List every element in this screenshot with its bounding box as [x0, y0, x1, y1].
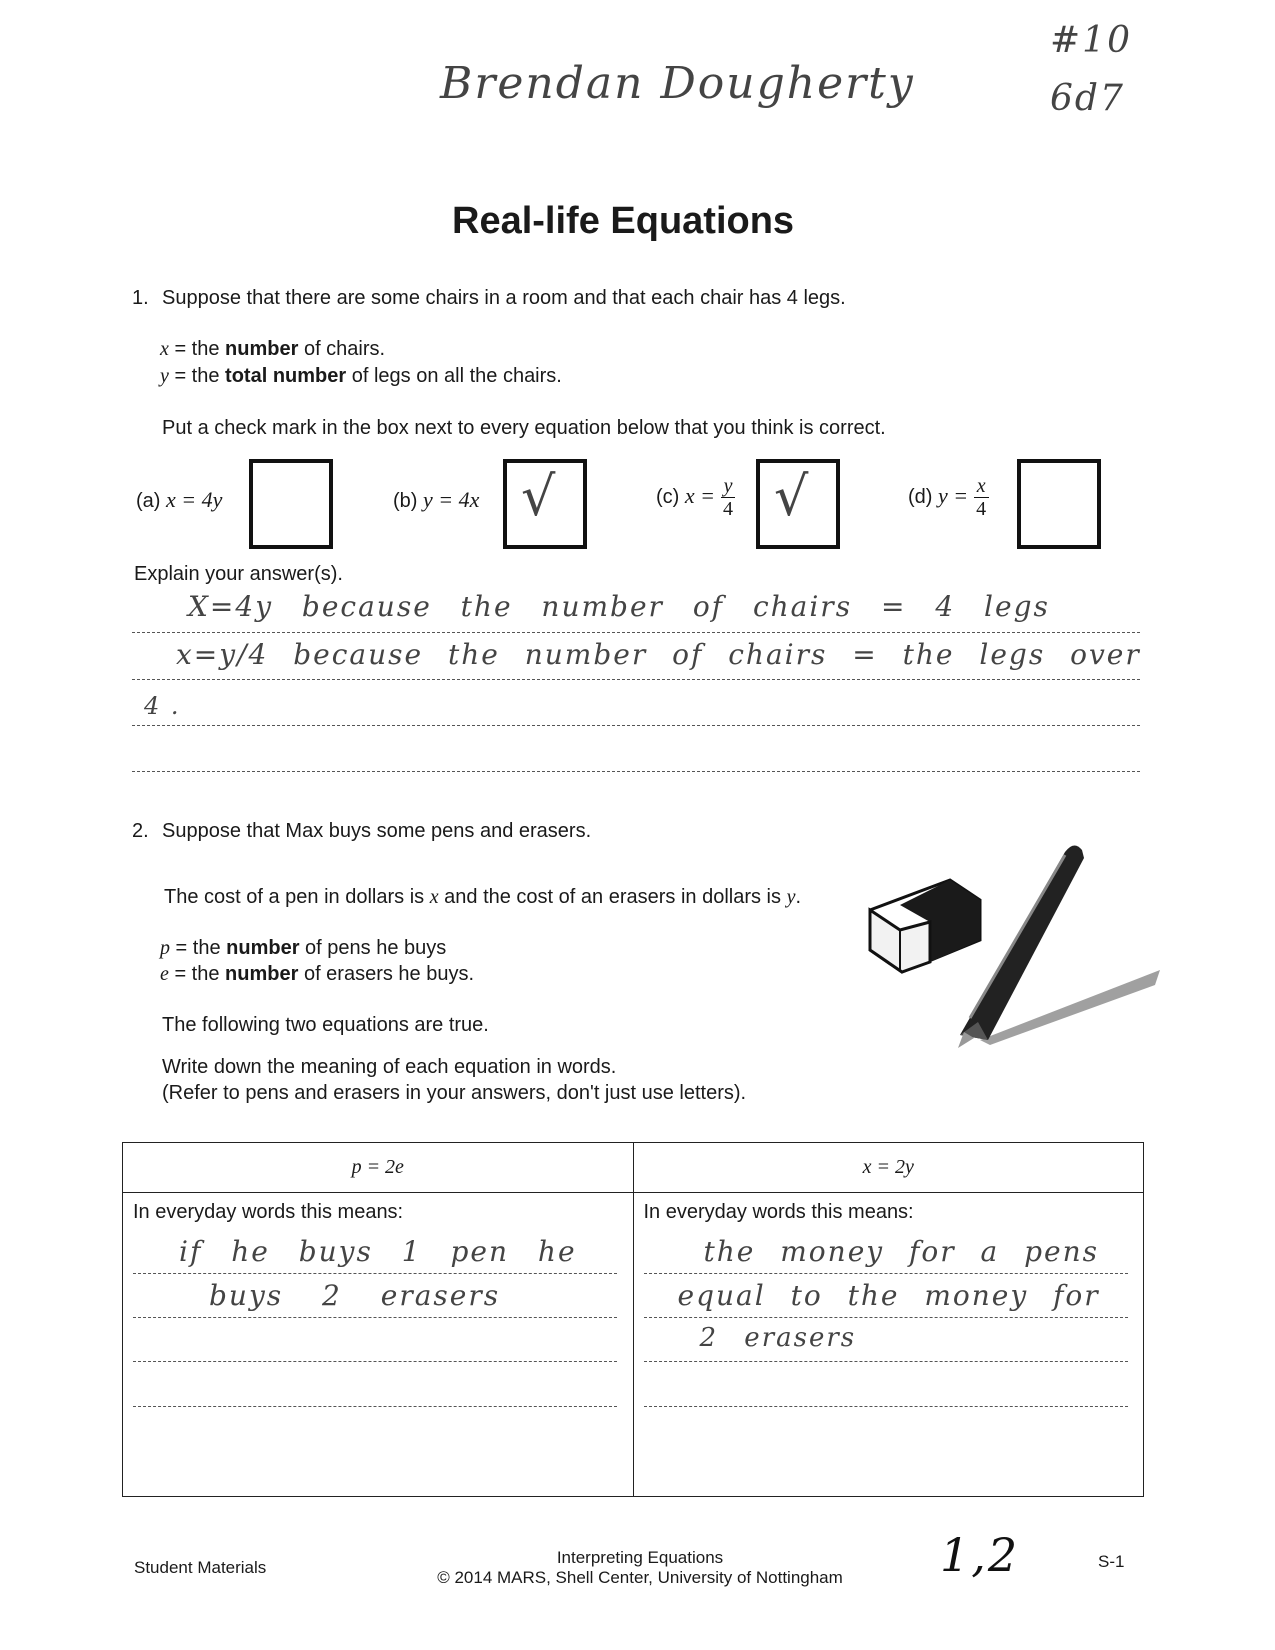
- option-equation: y = 4x: [423, 487, 480, 512]
- option-label: (c): [656, 485, 680, 508]
- def-text: of legs on all the chairs.: [346, 365, 562, 387]
- check-mark: √: [774, 465, 811, 528]
- student-number: #10: [1050, 20, 1132, 61]
- def-bold: number: [226, 937, 300, 959]
- q1-explain-label: Explain your answer(s).: [134, 563, 343, 585]
- fraction: [721, 475, 736, 520]
- q2-number: 2.: [132, 820, 149, 842]
- everyday-words-label: In everyday words this means:: [643, 1201, 914, 1223]
- check-mark: √: [521, 465, 558, 528]
- def-bold: number: [225, 963, 299, 985]
- def-text: = the: [170, 937, 227, 959]
- eraser-icon: [870, 880, 980, 972]
- table-header-right: [633, 1143, 1144, 1193]
- footer-copyright: © 2014 MARS, Shell Center, University of Nottingham: [437, 1568, 843, 1587]
- q2-prompt: Suppose that Max buys some pens and erasers.: [162, 820, 592, 842]
- answer-line[interactable]: [644, 1406, 1128, 1407]
- answer-line[interactable]: [133, 1317, 617, 1318]
- q2-left-answer-1: if he buys 1 pen he: [179, 1235, 577, 1268]
- option-equation: x =: [684, 482, 716, 508]
- q2-cost-line: [164, 886, 801, 909]
- q1-prompt: Suppose that there are some chairs in a room and that each chair has 4 legs.: [162, 287, 846, 309]
- student-name: Brendan Dougherty: [440, 58, 915, 109]
- score: 1,2: [940, 1528, 1020, 1582]
- option-label: (d): [908, 485, 933, 508]
- checkbox-d[interactable]: [1017, 459, 1101, 549]
- var-e: e: [160, 963, 169, 985]
- numerator: y: [721, 475, 736, 498]
- answer-line[interactable]: [132, 679, 1140, 680]
- answer-cell-right[interactable]: [633, 1193, 1144, 1497]
- def-text: of erasers he buys.: [298, 963, 475, 985]
- answer-line[interactable]: [644, 1361, 1128, 1362]
- q2-right-answer-3: 2 erasers: [699, 1323, 857, 1353]
- q2-def-p: [160, 937, 446, 960]
- option-label: (a): [136, 490, 161, 512]
- answer-line[interactable]: [132, 725, 1140, 726]
- option-equation: y =: [938, 482, 969, 508]
- footer-left: Student Materials: [134, 1558, 267, 1577]
- answer-cell-left[interactable]: [123, 1193, 634, 1497]
- option-a: [136, 487, 222, 513]
- checkbox-c[interactable]: [756, 459, 840, 549]
- q1-answer-line-2: x=y/4 because the number of chairs = the legs over: [176, 638, 1141, 671]
- option-label: (b): [393, 490, 418, 512]
- pen-eraser-illustration: [860, 840, 1170, 1050]
- footer-center: [330, 1548, 950, 1588]
- checkbox-a[interactable]: [249, 459, 333, 549]
- q1-def-y: [160, 365, 562, 388]
- def-bold: total number: [225, 365, 347, 387]
- q2-right-answer-2: equal to the money for: [677, 1279, 1100, 1312]
- denominator: 4: [723, 498, 734, 520]
- def-text: of pens he buys: [299, 937, 447, 959]
- q1-answer-line-3: 4 .: [144, 692, 181, 720]
- equation-p-2e: p = 2e: [351, 1156, 404, 1178]
- checkbox-b[interactable]: [503, 459, 587, 549]
- def-text: = the: [168, 365, 226, 387]
- cost-text: .: [795, 886, 802, 908]
- option-d: [908, 475, 989, 520]
- footer-title: Interpreting Equations: [556, 1548, 724, 1567]
- answer-line[interactable]: [133, 1273, 617, 1274]
- q2-def-e: [160, 963, 474, 986]
- def-text: = the: [168, 338, 226, 360]
- answer-line[interactable]: [132, 771, 1140, 772]
- option-equation: x = 4y: [166, 487, 223, 512]
- answer-line[interactable]: [133, 1406, 617, 1407]
- q1-number: 1.: [132, 287, 149, 309]
- q2-write-line: Write down the meaning of each equation in words.: [162, 1056, 617, 1078]
- def-text: of chairs.: [298, 338, 386, 360]
- page-title: Real-life Equations: [452, 200, 795, 242]
- var-x: x: [160, 338, 169, 360]
- everyday-words-label: In everyday words this means:: [133, 1201, 404, 1223]
- denominator: 4: [976, 498, 987, 520]
- answer-line[interactable]: [133, 1361, 617, 1362]
- footer-page: S-1: [1098, 1552, 1125, 1571]
- answer-table: [122, 1142, 1144, 1497]
- q2-true-line: The following two equations are true.: [162, 1014, 489, 1036]
- def-text: = the: [168, 963, 226, 985]
- student-section: 6d7: [1050, 78, 1125, 119]
- q2-left-answer-2: buys 2 erasers: [209, 1279, 501, 1312]
- equation-x-2y: x = 2y: [862, 1156, 914, 1178]
- var-x: x: [429, 886, 439, 908]
- cost-text: The cost of a pen in dollars is: [164, 886, 430, 908]
- cost-text: and the cost of an erasers in dollars is: [438, 886, 787, 908]
- answer-line[interactable]: [644, 1273, 1128, 1274]
- numerator: x: [974, 475, 989, 498]
- fraction: [974, 475, 989, 520]
- answer-line[interactable]: [644, 1317, 1128, 1318]
- answer-line[interactable]: [132, 632, 1140, 633]
- q1-instruction: Put a check mark in the box next to every equation below that you think is correct.: [162, 417, 886, 439]
- table-header-left: [123, 1143, 634, 1193]
- def-bold: number: [225, 338, 299, 360]
- option-b: [393, 487, 479, 513]
- var-y: y: [160, 365, 169, 387]
- q1-answer-line-1: X=4y because the number of chairs = 4 legs: [188, 590, 1050, 623]
- q2-refer-line: (Refer to pens and erasers in your answers, don't just use letters).: [162, 1082, 747, 1104]
- q1-def-x: [160, 338, 385, 361]
- q2-right-answer-1: the money for a pens: [703, 1235, 1099, 1268]
- var-p: p: [160, 937, 170, 959]
- var-y: y: [786, 886, 796, 908]
- option-c: [656, 475, 735, 520]
